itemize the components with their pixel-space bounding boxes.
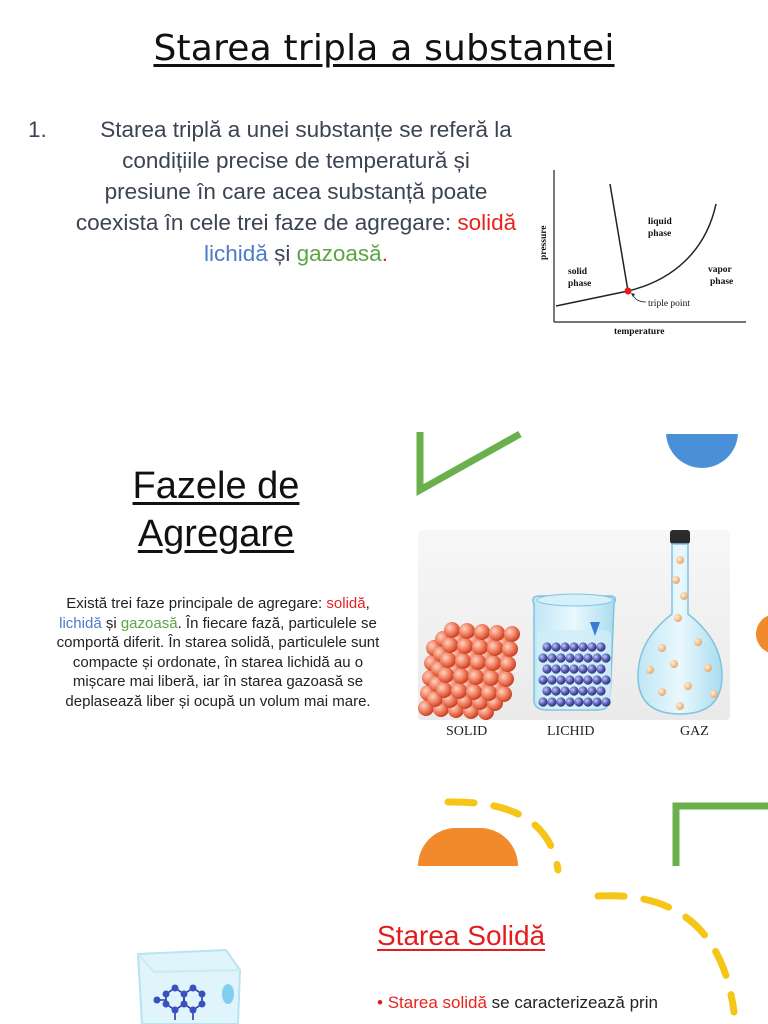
green-check-decoration [410,430,540,500]
phase-liquid: lichidă [204,241,268,266]
liquid-particle [587,642,596,651]
liquid-particle [601,675,610,684]
gas-flask [638,530,722,714]
gas-particle [658,688,666,696]
solid-particle [459,623,475,639]
solid-particle [451,683,467,699]
slide-title: Starea tripla a substantei [153,28,615,69]
text-line [44,207,548,238]
bullet-dot: • [377,993,388,1012]
solid-particle [496,686,512,702]
liquid-particle [583,653,592,662]
solid-particle [487,640,503,656]
liquid-particle [565,697,574,706]
liquid-particle [565,675,574,684]
blue-circle-decoration [666,396,738,468]
text-line: Starea triplă a unei substanțe se referă la [100,117,512,142]
solid-particle [483,670,499,686]
liquid-particle [556,653,565,662]
phase-gas: gazoasă [296,241,382,266]
triple-point-label: triple point [648,299,690,309]
liquid-particle [542,686,551,695]
region-vapor-2: phase [710,277,734,287]
text-segment: și [101,614,121,632]
liquid-particle [551,642,560,651]
liquid-particle [560,642,569,651]
fusion-curve [610,184,628,291]
liquid-particle [583,675,592,684]
liquid-particle [601,653,610,662]
gas-particle [684,682,692,690]
solid-particle [470,654,486,670]
phase-gas: gazoasă [120,614,178,632]
liquid-particle [542,664,551,673]
solid-particle [457,638,473,654]
solid-particle [474,624,490,640]
liquid-particle [538,675,547,684]
gas-particle [674,614,682,622]
liquid-particle [574,675,583,684]
liquid-particle [551,686,560,695]
liquid-particle [547,675,556,684]
region-solid-2: phase [568,279,592,289]
liquid-particle [551,664,560,673]
text-segment: Există trei faze principale de agregare: [66,595,327,612]
liquid-particle [578,664,587,673]
liquid-particle [596,686,605,695]
bullet-text: se caracterizează prin [486,993,658,1012]
label-liquid-text: LICHID [547,724,595,739]
phase-diagram [534,168,754,340]
liquid-particle [592,653,601,662]
region-liquid-2: phase [648,229,672,239]
liquid-particle [578,642,587,651]
liquid-particle [560,686,569,695]
text-segment: . În fiecare fază, particulele se comportă diferit. În starea solidă, particulele sunt compacte și ordonate, în starea lichidă au o mișcare mai liberă, iar în starea gazoasă se deplasează liber și ocupă un volum mai mare. [56,614,380,710]
region-vapor: vapor [708,265,732,275]
gas-particle [670,660,678,668]
liquid-particle [569,664,578,673]
liquid-particle [596,642,605,651]
list-number: 1. [28,117,47,142]
gas-particle [658,644,666,652]
title-line: Fazele de [132,465,300,507]
text-line [44,238,548,269]
label-gas-text: GAZ [680,724,709,739]
states-svg [418,530,730,720]
solid-particle [444,622,460,638]
solid-particle [455,653,471,669]
text-line: condițiile precise de temperatură și [122,148,470,173]
solid-particle [502,641,518,657]
gas-particle [676,702,684,710]
bullet-item [377,992,737,1014]
phase-liquid: lichidă [59,614,102,632]
liquid-beaker [533,594,615,710]
gas-particle [676,556,684,564]
liquid-particle [569,642,578,651]
liquid-particle [587,686,596,695]
solid-particles [418,622,520,720]
bullet-highlight: Starea solidă [387,993,487,1012]
sublimation-curve [556,291,628,306]
solid-particle [489,625,505,641]
liquid-particle [592,675,601,684]
solid-particle [466,684,482,700]
paragraph-text [28,114,548,269]
ice-cube-illustration [130,944,246,1024]
liquid-particle [556,697,565,706]
gas-particle [694,638,702,646]
green-corner-decoration [668,800,768,870]
states-of-matter-illustration [418,530,730,739]
liquid-particle [601,697,610,706]
liquid-particle [538,653,547,662]
gas-particle [672,576,680,584]
liquid-particle [556,675,565,684]
arrow-head [631,293,635,297]
liquid-particle [547,653,556,662]
and-word: și [267,241,297,266]
solid-particle [500,656,516,672]
liquid-particle [596,664,605,673]
liquid-particle [538,697,547,706]
solid-particle [481,685,497,701]
gas-particle [704,664,712,672]
triple-point-marker [625,288,632,295]
solid-particle [504,626,520,642]
end-punct: . [381,241,388,266]
liquid-particle [583,697,592,706]
section-title [80,462,352,558]
text-segment: coexista în cele trei faze de agregare: [75,210,458,235]
region-solid: solid [568,267,588,277]
numbered-paragraph [28,114,548,269]
solid-particle [498,671,514,687]
text-segment: , [365,595,370,612]
solid-particle [442,637,458,653]
liquid-particle [574,697,583,706]
liquid-particle [547,697,556,706]
solid-particle [453,668,469,684]
text-line: presiune în care acea substanță poate [104,179,488,204]
solid-particle [468,669,484,685]
gas-particle [646,666,654,674]
solid-particle [438,667,454,683]
liquid-particle [592,697,601,706]
section-body [50,594,386,711]
x-axis-label: temperature [614,327,665,337]
region-liquid: liquid [648,217,672,227]
title-line: Agregare [137,513,295,555]
solid-particle [440,652,456,668]
label-solid-text: SOLID [446,724,488,739]
phase-solid: solidă [457,210,517,235]
solid-particle [485,655,501,671]
liquid-particle [560,664,569,673]
phase-solid: solidă [326,595,366,612]
solid-particle [436,682,452,698]
liquid-particle [569,686,578,695]
liquid-particle [578,686,587,695]
y-axis-label: pressure [539,225,549,260]
slide-triple-state [0,0,768,380]
liquid-particle [587,664,596,673]
liquid-particle [574,653,583,662]
gas-particle [710,690,718,698]
vaporization-curve [628,204,716,291]
solid-particle [472,639,488,655]
liquid-particle [542,642,551,651]
section-title-solid: Starea Solidă [377,920,546,951]
gas-particle [680,592,688,600]
liquid-particle [565,653,574,662]
orange-half-decoration [756,614,768,654]
